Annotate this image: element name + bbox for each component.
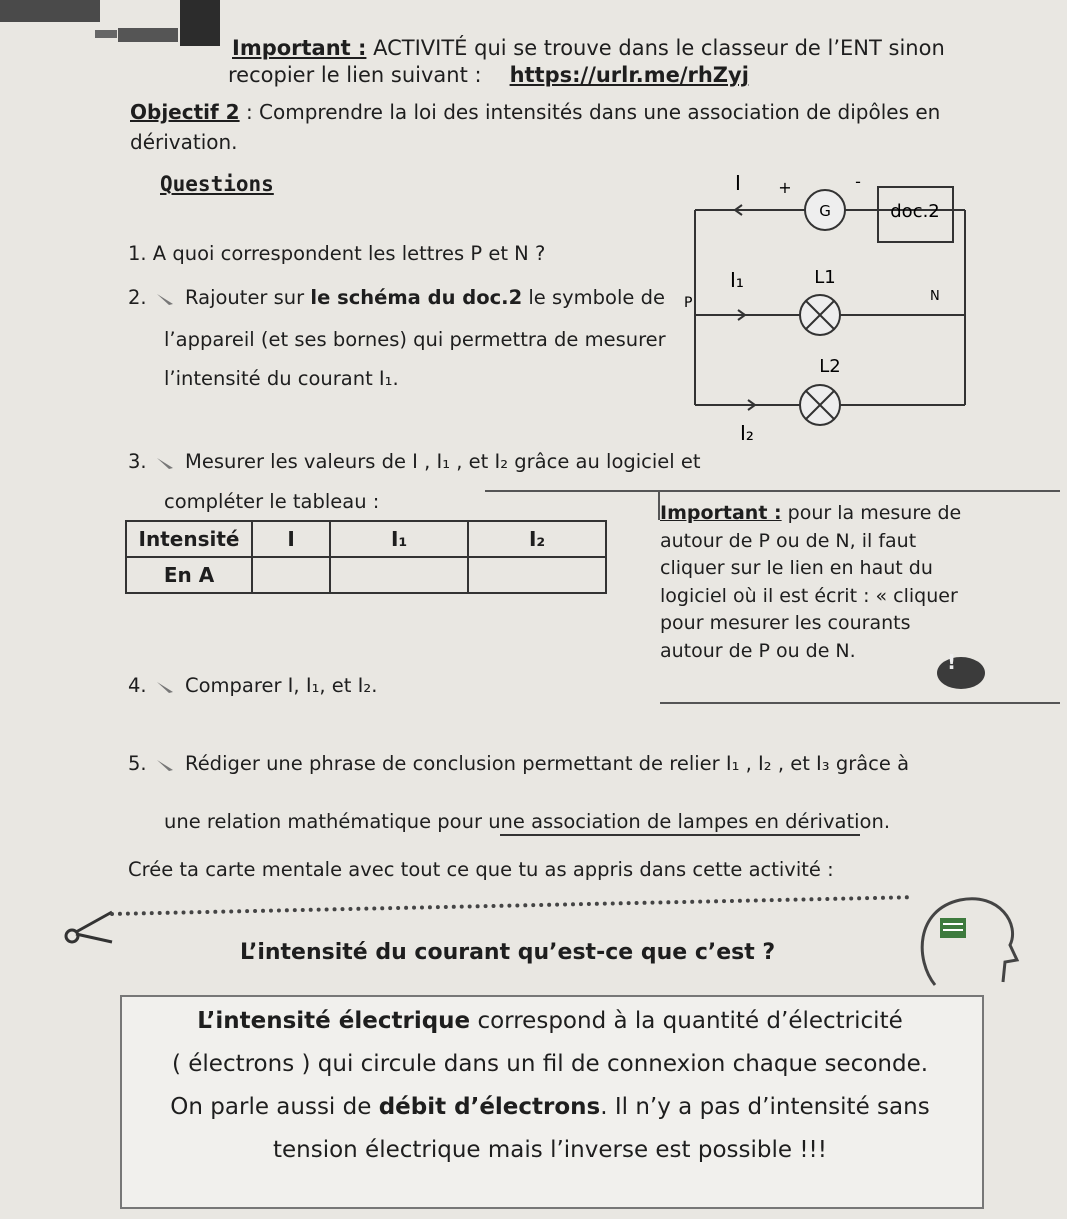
objective-line2: dérivation. [130, 130, 238, 154]
current-i2-label: I₂ [740, 421, 754, 445]
arrow-right-icon [735, 400, 755, 410]
mindmap-prompt: Crée ta carte mentale avec tout ce que tu as appris dans cette activité : [128, 858, 834, 881]
plus-label: + [778, 178, 792, 197]
table-cell-i[interactable] [252, 557, 330, 593]
svg-text:!: ! [947, 650, 957, 674]
question-4: 4. Comparer I, I₁, et I₂. [128, 674, 378, 697]
pencil-icon [153, 680, 179, 694]
question-2: 2. Rajouter sur le schéma du doc.2 le symbole de [128, 286, 665, 309]
definition-text: L’intensité électrique correspond à la quantité d’électricité ( électrons ) qui circule dans un fil de connexion chaque seconde. On parle aussi de débit d’électrons. Il n’y a pas d’intensité sans tension électrique mais l’inverse est possible !!! [170, 1008, 930, 1163]
pencil-icon [153, 292, 179, 306]
lamp-2-label: L2 [819, 356, 841, 377]
table-header: Intensité [126, 521, 252, 557]
current-i-label: I [735, 171, 741, 195]
current-i1-label: I₁ [730, 268, 744, 292]
header-line1: Important : ACTIVITÉ qui se trouve dans le classeur de l’ENT sinon [232, 36, 945, 60]
note-bottom-border [660, 702, 1060, 704]
activity-link[interactable]: https://urlr.me/rhZyj [509, 63, 749, 87]
note-top-border [485, 490, 1060, 492]
cut-line [110, 895, 910, 916]
lamp-1-label: L1 [814, 267, 836, 288]
question-3: 3. Mesurer les valeurs de I , I₁ , et I₂ grâce au logiciel et [128, 450, 701, 473]
circuit-diagram [640, 165, 970, 450]
arrow-right-icon [725, 310, 745, 320]
table-row [126, 557, 606, 593]
question-1: 1. A quoi correspondent les lettres P et N ? [128, 242, 546, 265]
question-5-line2: une relation mathématique pour une association de lampes en dérivation. [164, 810, 891, 833]
table-header: I₂ [468, 521, 606, 557]
objective-line1: Objectif 2 : Comprendre la loi des intensités dans une association de dipôles en [130, 100, 941, 124]
question-3-line2: compléter le tableau : [164, 490, 380, 513]
table-header-row [126, 521, 606, 557]
minus-label: - [855, 172, 861, 191]
table-header: I [252, 521, 330, 557]
arrow-left-icon [735, 205, 755, 215]
intensity-table [125, 520, 607, 594]
table-row-label: En A [126, 557, 252, 593]
question-2-line2: l’appareil (et ses bornes) qui permettra de mesurer [164, 328, 666, 351]
questions-title: Questions [160, 172, 274, 196]
warning-character-icon [935, 645, 990, 690]
pencil-icon [153, 456, 179, 470]
card-title: L’intensité du courant qu’est-ce que c’est ? [240, 940, 776, 965]
underline [500, 834, 860, 836]
important-note: Important : pour la mesure de autour de P ou de N, il faut cliquer sur le lien en haut du logiciel où il est écrit : « cliquer pour mesurer les courants autour de P ou de N. [660, 502, 962, 662]
head-icon [905, 890, 1025, 990]
pencil-icon [153, 758, 179, 772]
table-cell-i2[interactable] [468, 557, 606, 593]
question-5: 5. Rédiger une phrase de conclusion permettant de relier I₁ , I₂ , et I₃ grâce à [128, 752, 910, 775]
generator-label: G [819, 202, 831, 220]
question-2-line3: l’intensité du courant I₁. [164, 367, 399, 390]
node-p-label: P [684, 295, 693, 311]
doc-label: doc.2 [890, 201, 940, 222]
table-header: I₁ [330, 521, 468, 557]
computer-icon [0, 0, 230, 50]
table-cell-i1[interactable] [330, 557, 468, 593]
header-line2: recopier le lien suivant : https://urlr.me/rhZyj [228, 63, 749, 87]
node-n-label: N [930, 289, 940, 304]
